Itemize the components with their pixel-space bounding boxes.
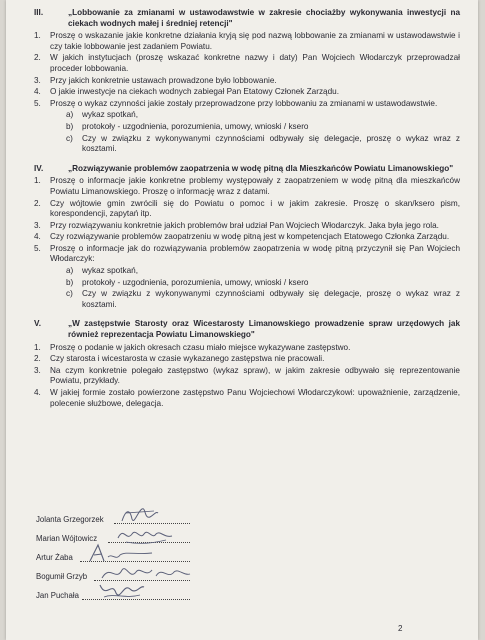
- question-number: 2.: [34, 354, 41, 364]
- question-item: [34, 76, 460, 87]
- question-text: W jakich instytucjach (proszę wskazać konkretne nazwy i daty) Pan Wojciech Włodarczyk przeprowadzał proceder lobbowania.: [50, 53, 460, 73]
- document-section: [34, 8, 460, 155]
- section-title: „Lobbowanie za zmianami w ustawodawstwie w zakresie chociażby wykonywania inwestycji na ciekach wodnych małej i średniej retencji": [68, 8, 460, 28]
- question-number: 4.: [34, 87, 41, 97]
- question-text: Czy rozwiązywanie problemów zaopatrzeniu w wodę pitną jest w kompetencjach Etatowego Członka Zarządu.: [50, 232, 450, 242]
- question-text: W jakiej formie zostało powierzone zastępstwo Panu Wojciechowi Włodarczykowi: upoważnienie, zarządzenie, polecenie służbowe, delegacja.: [50, 388, 460, 408]
- question-item: [34, 221, 460, 232]
- question-text: Proszę o informacje jakie konkretne problemy występowały z zaopatrzeniem w wodę pitną dla mieszkańców Powiatu Limanowskiego. Proszę o informację wraz z datami.: [50, 176, 460, 196]
- question-list: [34, 31, 460, 155]
- question-number: 1.: [34, 31, 41, 41]
- question-text: Proszę o informacje jak do rozwiązywania problemów zaopatrzenia w wodę pitną przyczynił się Pan Wojciech Włodarczyk:: [50, 243, 460, 264]
- question-text: Czy wójtowie gmin zwrócili się do Powiatu o pomoc i w jakim zakresie. Proszę o skan/ksero pism, korespondencji, zapytań itp.: [50, 198, 460, 219]
- sub-item-letter: b): [66, 121, 74, 131]
- sub-item-text: protokoły - uzgodnienia, porozumienia, umowy, wnioski / ksero: [82, 121, 309, 131]
- signatory-name: Jolanta Grzegorzek: [36, 515, 104, 524]
- sub-item-text: Czy w związku z wykonywanymi czynnościami odbywały się delegacje, proszę o wykaz wraz z kosztami.: [82, 133, 460, 154]
- document-body: [34, 8, 460, 418]
- sub-item: [50, 278, 460, 289]
- question-item: [34, 366, 460, 387]
- document-section: [34, 319, 460, 409]
- sub-item-letter: c): [66, 133, 73, 143]
- sub-list: [50, 266, 460, 310]
- question-number: 1.: [34, 342, 41, 352]
- sub-item: [50, 266, 460, 277]
- question-text: Czy starosta i wicestarosta w czasie wykazanego zastępstwa nie pracowali.: [50, 354, 325, 364]
- question-item: [34, 31, 460, 52]
- sub-item-letter: a): [66, 110, 74, 120]
- sub-item: [50, 289, 460, 310]
- question-number: 5.: [34, 98, 41, 108]
- question-number: 2.: [34, 53, 41, 63]
- question-text: Przy rozwiązywaniu konkretnie jakich problemów brał udział Pan Wojciech Włodarczyk. Jaka była jego rola.: [50, 220, 439, 230]
- question-item: [34, 343, 460, 354]
- question-text: Przy jakich konkretnie ustawach prowadzone było lobbowanie.: [50, 75, 277, 85]
- sub-item-text: Czy w związku z wykonywanymi czynnościami odbywały się delegacje, proszę o wykaz wraz z kosztami.: [82, 289, 460, 309]
- question-text: Proszę o wskazanie jakie konkretne działania kryją się pod nazwą lobbowanie za zmianami w ustawodawstwie i czy takie lobbowanie jest zadaniem Powiatu.: [50, 31, 460, 51]
- question-item: [34, 199, 460, 220]
- question-text: O jakie inwestycje na ciekach wodnych zabiegał Pan Etatowy Członek Zarządu.: [50, 87, 339, 97]
- question-number: 4.: [34, 388, 41, 397]
- signatory-name: Artur Żaba: [36, 553, 73, 562]
- section-title: „W zastępstwie Starosty oraz Wicestarosty Limanowskiego prowadzenie spraw urzędowych jak również reprezentacja Powiatu Limanowskiego": [68, 319, 460, 340]
- sub-item: [50, 122, 460, 133]
- document-section: [34, 164, 460, 311]
- section-number: V.: [34, 319, 41, 329]
- question-item: [34, 87, 460, 98]
- sub-item: [50, 110, 460, 121]
- question-number: 3.: [34, 220, 41, 230]
- signatory-name: Jan Puchała: [36, 591, 79, 600]
- signatory-name: Bogumił Grzyb: [36, 572, 88, 581]
- sub-item-text: wykaz spotkań,: [82, 110, 138, 120]
- sub-item-letter: c): [66, 289, 73, 299]
- question-list: [34, 343, 460, 410]
- sub-item-text: wykaz spotkań,: [82, 266, 138, 276]
- sub-item-letter: a): [66, 266, 74, 276]
- question-item: [34, 176, 460, 197]
- page-number: 2: [398, 624, 403, 633]
- question-item: [34, 354, 460, 365]
- document-page: [6, 0, 478, 640]
- signature-row: [36, 565, 316, 584]
- question-text: Proszę o wykaz czynności jakie zostały przeprowadzone przy lobbowaniu za zmianami w ustawodawstwie.: [50, 98, 438, 108]
- question-text: Na czym konkretnie polegało zastępstwo (wykaz spraw), w jakim zakresie odbywało się reprezentowanie Powiatu, przykłady.: [50, 365, 460, 386]
- question-number: 4.: [34, 232, 41, 242]
- question-list: [34, 176, 460, 310]
- handwritten-signature: [96, 579, 146, 603]
- question-item: [34, 232, 460, 243]
- section-number: III.: [34, 8, 44, 17]
- question-item: [34, 388, 460, 409]
- question-number: 3.: [34, 365, 41, 375]
- signature-row: [36, 508, 316, 527]
- signatory-name: Marian Wójtowicz: [36, 534, 98, 543]
- sub-list: [50, 110, 460, 154]
- question-number: 1.: [34, 176, 41, 186]
- section-number: IV.: [34, 163, 44, 173]
- question-text: Proszę o podanie w jakich okresach czasu miało miejsce wykazywane zastępstwo.: [50, 342, 351, 352]
- question-item: [34, 99, 460, 155]
- question-number: 3.: [34, 75, 41, 85]
- question-number: 5.: [34, 243, 41, 253]
- sub-item-text: protokoły - uzgodnienia, porozumienia, umowy, wnioski / ksero: [82, 277, 309, 287]
- section-title: „Rozwiązywanie problemów zaopatrzenia w wodę pitną dla Mieszkańców Powiatu Limanowskiego": [68, 163, 454, 173]
- question-item: [34, 53, 460, 74]
- signature-row: [36, 584, 316, 603]
- signature-block: [36, 508, 316, 603]
- signature-row: [36, 527, 316, 546]
- sub-item-letter: b): [66, 277, 74, 287]
- question-item: [34, 244, 460, 311]
- question-number: 2.: [34, 198, 41, 208]
- sub-item: [50, 134, 460, 155]
